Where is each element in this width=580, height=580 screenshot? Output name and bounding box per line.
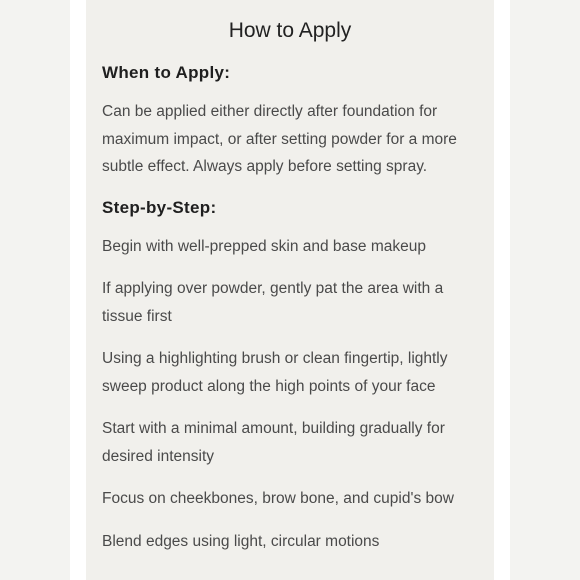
page-title: How to Apply (228, 19, 352, 42)
instructions-card (86, 0, 494, 580)
right-margin-panel (510, 0, 580, 580)
when-to-apply-heading: When to Apply: (102, 63, 231, 82)
right-gutter (494, 0, 510, 580)
step-item-6: Blend edges using light, circular motions (102, 532, 380, 550)
when-to-apply-text: Can be applied either directly after foundation for maximum impact, or after setting powder for a more subtle effect. Always apply before setting spray. (102, 103, 457, 175)
step-list (102, 233, 478, 556)
step-by-step-heading: Step-by-Step: (102, 197, 217, 217)
step-item-2: If applying over powder, gently pat the area with a tissue first (102, 280, 444, 325)
step-item-4: Start with a minimal amount, building gradually for desired intensity (102, 420, 445, 465)
step-item-1: Begin with well-prepped skin and base makeup (102, 237, 426, 255)
step-item-5: Focus on cheekbones, brow bone, and cupid's bow (102, 490, 454, 507)
left-margin-panel (0, 0, 70, 580)
step-item-3: Using a highlighting brush or clean fingertip, lightly sweep product along the high points of your face (102, 350, 448, 395)
left-gutter (70, 0, 86, 580)
